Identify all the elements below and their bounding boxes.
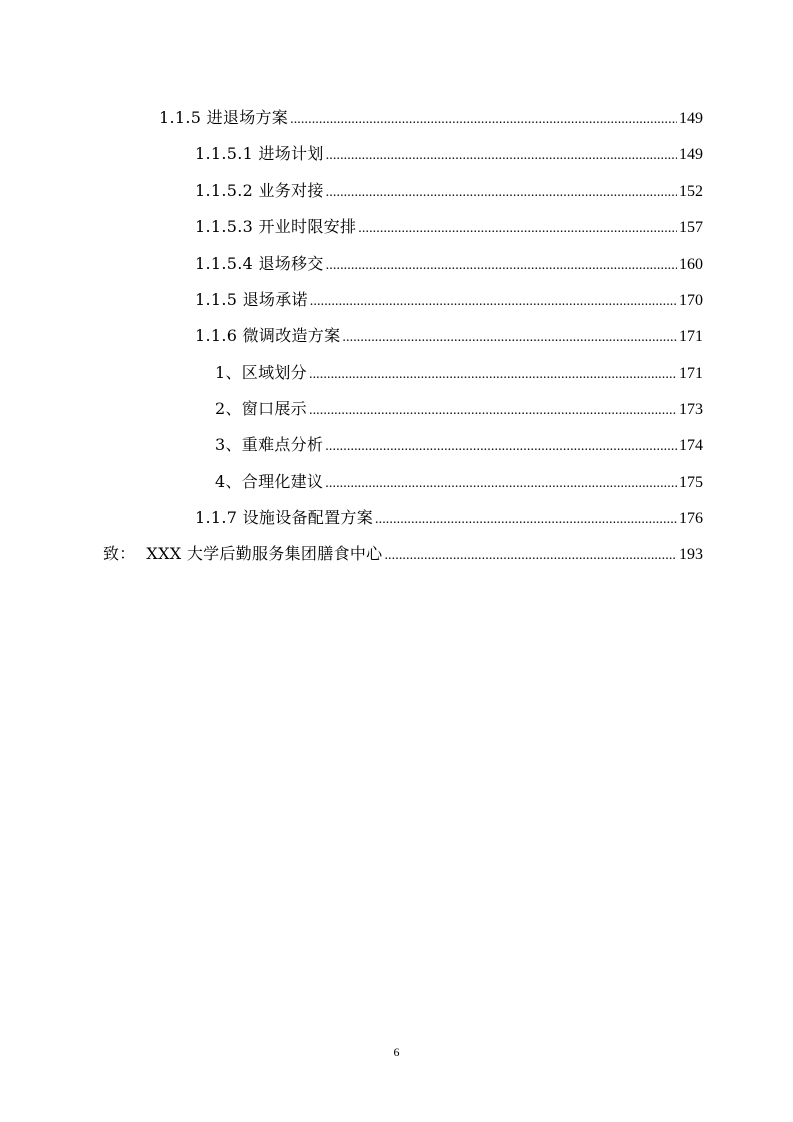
toc-leader-dots xyxy=(309,364,677,386)
toc-entry-page: 160 xyxy=(679,256,703,273)
toc-entry-label: 2、窗口展示 xyxy=(215,399,307,418)
toc-leader-dots xyxy=(326,145,677,167)
toc-entry[interactable] xyxy=(195,216,703,238)
toc-entry-page: 173 xyxy=(679,401,703,418)
toc-entry-label: 1.1.5.2 业务对接 xyxy=(195,181,324,200)
toc-entry[interactable] xyxy=(215,362,703,384)
toc-entry[interactable] xyxy=(215,434,703,456)
toc-entry-label: 致： XXX 大学后勤服务集团膳食中心 xyxy=(103,544,383,563)
toc-entry[interactable] xyxy=(195,143,703,165)
toc-entry[interactable] xyxy=(195,325,703,347)
toc-entry-page: 175 xyxy=(679,474,703,491)
toc-entry-label: 4、合理化建议 xyxy=(215,472,324,491)
toc-entry[interactable] xyxy=(195,180,703,202)
toc-entry[interactable] xyxy=(195,253,703,275)
toc-entry-label: 1.1.5 进退场方案 xyxy=(159,108,289,127)
toc-entry-label: 1.1.5 退场承诺 xyxy=(195,290,308,309)
toc-leader-dots xyxy=(375,509,677,531)
toc-entry-label: 1.1.5.1 进场计划 xyxy=(195,144,324,163)
toc-leader-dots xyxy=(325,436,677,458)
toc-leader-dots xyxy=(310,291,677,313)
toc-entry-page: 157 xyxy=(679,219,703,236)
toc-leader-dots xyxy=(326,255,677,277)
toc-entry-label: 3、重难点分析 xyxy=(215,435,324,454)
toc-entry-page: 176 xyxy=(679,510,703,527)
toc-entry[interactable] xyxy=(159,107,703,129)
toc-entry-label: 1.1.5.3 开业时限安排 xyxy=(195,217,357,236)
page-number: 6 xyxy=(393,1045,400,1059)
toc-entry-label: 1.1.6 微调改造方案 xyxy=(195,326,341,345)
toc-leader-dots xyxy=(309,400,677,422)
toc-entry-page: 193 xyxy=(679,546,703,563)
toc-entry[interactable] xyxy=(103,543,703,565)
toc-entry[interactable] xyxy=(215,471,703,493)
toc-entry-page: 174 xyxy=(679,437,703,454)
toc-entry-label: 1、区域划分 xyxy=(215,363,307,382)
toc-leader-dots xyxy=(326,182,677,204)
toc-entry-page: 171 xyxy=(679,365,703,382)
toc-leader-dots xyxy=(342,327,677,349)
toc-leader-dots xyxy=(290,109,677,131)
toc-entry-label: 1.1.5.4 退场移交 xyxy=(195,254,324,273)
toc-entry-page: 170 xyxy=(679,292,703,309)
toc-entry[interactable] xyxy=(195,289,703,311)
toc-entry[interactable] xyxy=(215,398,703,420)
toc-entry-page: 171 xyxy=(679,328,703,345)
toc-entry-page: 149 xyxy=(679,146,703,163)
toc-entry[interactable] xyxy=(195,507,703,529)
toc-entry-label: 1.1.7 设施设备配置方案 xyxy=(195,508,373,527)
toc-leader-dots xyxy=(384,545,677,567)
toc-entry-page: 152 xyxy=(679,183,703,200)
toc-leader-dots xyxy=(325,473,677,495)
toc-entry-page: 149 xyxy=(679,110,703,127)
toc-leader-dots xyxy=(358,218,677,240)
